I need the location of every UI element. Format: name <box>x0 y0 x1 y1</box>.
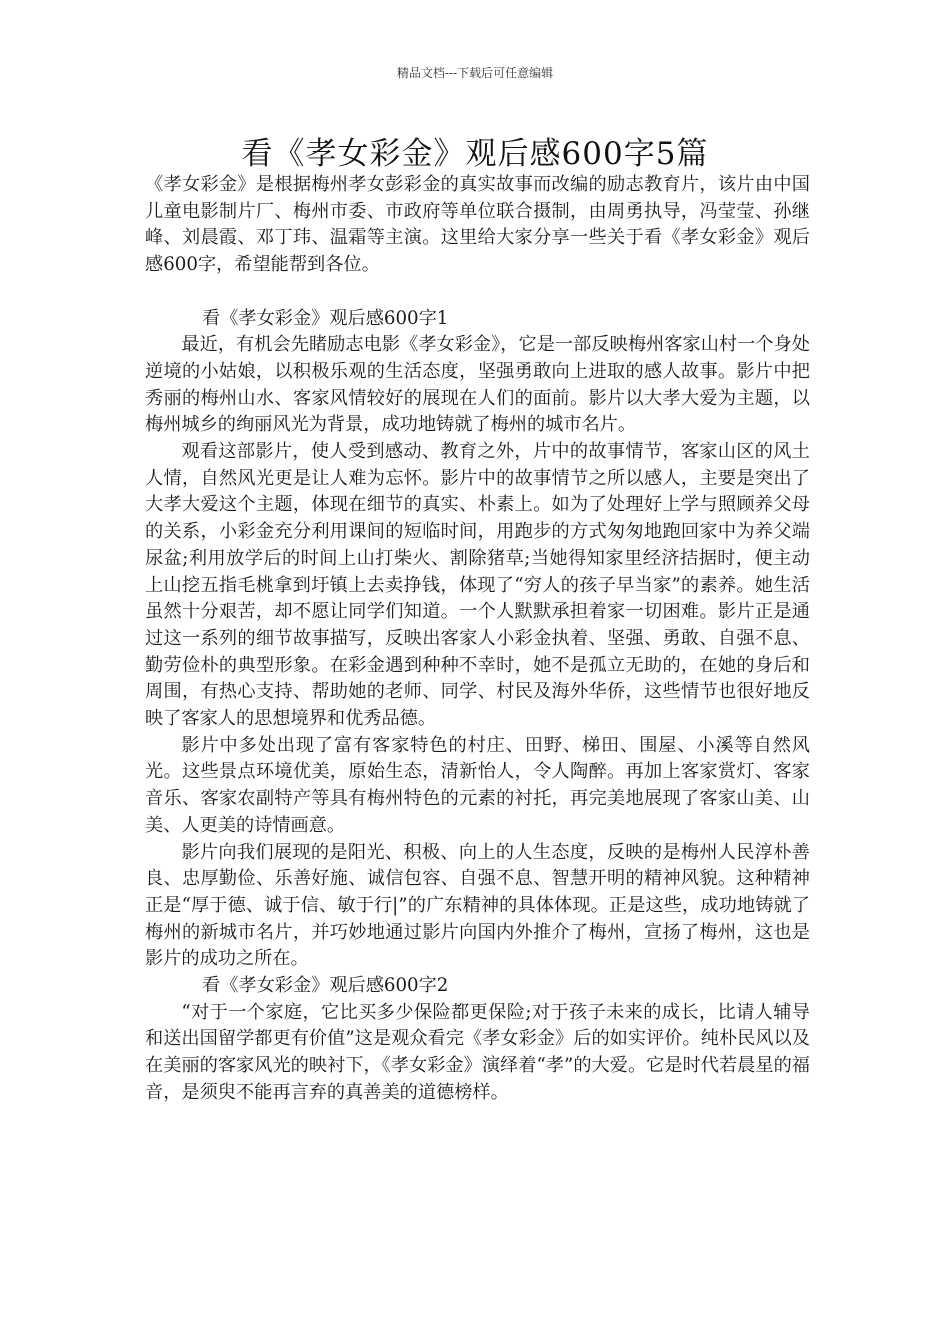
paragraph: “对于一个家庭，它比买多少保险都更保险;对于孩子未来的成长，比请人辅导和送出国留学都更有价值”这是观众看完《孝女彩金》后的如实评价。纯朴民风以及在美丽的客家风光的映衬下，《孝女彩金》演绎着“孝”的大爱。它是时代若晨星的福音，是须臾不能再言弃的真善美的道德榜样。 <box>145 1001 810 1103</box>
section-heading: 看《孝女彩金》观后感600字1 <box>202 307 449 329</box>
section-heading: 看《孝女彩金》观后感600字2 <box>202 975 449 997</box>
document-title: 看《孝女彩金》观后感600字5篇 <box>241 136 709 172</box>
header-note: 精品文档---下载后可任意编辑 <box>396 66 554 80</box>
paragraph: 影片向我们展现的是阳光、积极、向上的人生态度，反映的是梅州人民淳朴善良、忠厚勤俭、乐善好施、诚信包容、自强不息、智慧开明的精神风貌。这种精神正是“厚于德、诚于信、敏于行|”的广东精神的具体体现。正是这些，成功地铸就了梅州的新城市名片，并巧妙地通过影片向国内外推介了梅州，宣扬了梅州，这也是影片的成功之所在。 <box>145 841 810 970</box>
paragraph: 影片中多处出现了富有客家特色的村庄、田野、梯田、围屋、小溪等自然风光。这些景点环境优美，原始生态，清新怡人，令人陶醉。再加上客家赏灯、客家音乐、客家农副特产等具有梅州特色的元素的衬托，再完美地展现了客家山美、山美、人更美的诗情画意。 <box>145 734 810 836</box>
intro-paragraph: 《孝女彩金》是根据梅州孝女彭彩金的真实故事而改编的励志教育片，该片由中国儿童电影制片厂、梅州市委、市政府等单位联合摄制，由周勇执导，冯莹莹、孙继峰、刘晨霞、邓丁玮、温霜等主演。这里给大家分享一些关于看《孝女彩金》观后感600字，希望能帮到各位。 <box>145 174 810 276</box>
paragraph: 最近，有机会先睹励志电影《孝女彩金》，它是一部反映梅州客家山村一个身处逆境的小姑娘，以积极乐观的生活态度，坚强勇敢向上进取的感人故事。影片中把秀丽的梅州山水、客家风情较好的展现在人们的面前。影片以大孝大爱为主题，以梅州城乡的绚丽风光为背景，成功地铸就了梅州的城市名片。 <box>145 334 810 436</box>
paragraph: 观看这部影片，使人受到感动、教育之外，片中的故事情节，客家山区的风土人情，自然风光更是让人难为忘怀。影片中的故事情节之所以感人，主要是突出了大孝大爱这个主题，体现在细节的真实、朴素上。如为了处理好上学与照顾养父母的关系，小彩金充分利用课间的短临时间，用跑步的方式匆匆地跑回家中为养父端尿盆;利用放学后的时间上山打柴火、割除猪草;当她得知家里经济拮据时，便主动上山挖五指毛桃拿到圩镇上去卖挣钱，体现了“穷人的孩子早当家”的素养。她生活虽然十分艰苦，却不愿让同学们知道。一个人默默承担着家一切困难。影片正是通过这一系列的细节故事描写，反映出客家人小彩金执着、坚强、勇敢、自强不息、勤劳俭朴的典型形象。在彩金遇到种种不幸时，她不是孤立无助的，在她的身后和周围，有热心支持、帮助她的老师、同学、村民及海外华侨，这些情节也很好地反映了客家人的思想境界和优秀品德。 <box>145 441 810 730</box>
document-body <box>145 172 810 1107</box>
